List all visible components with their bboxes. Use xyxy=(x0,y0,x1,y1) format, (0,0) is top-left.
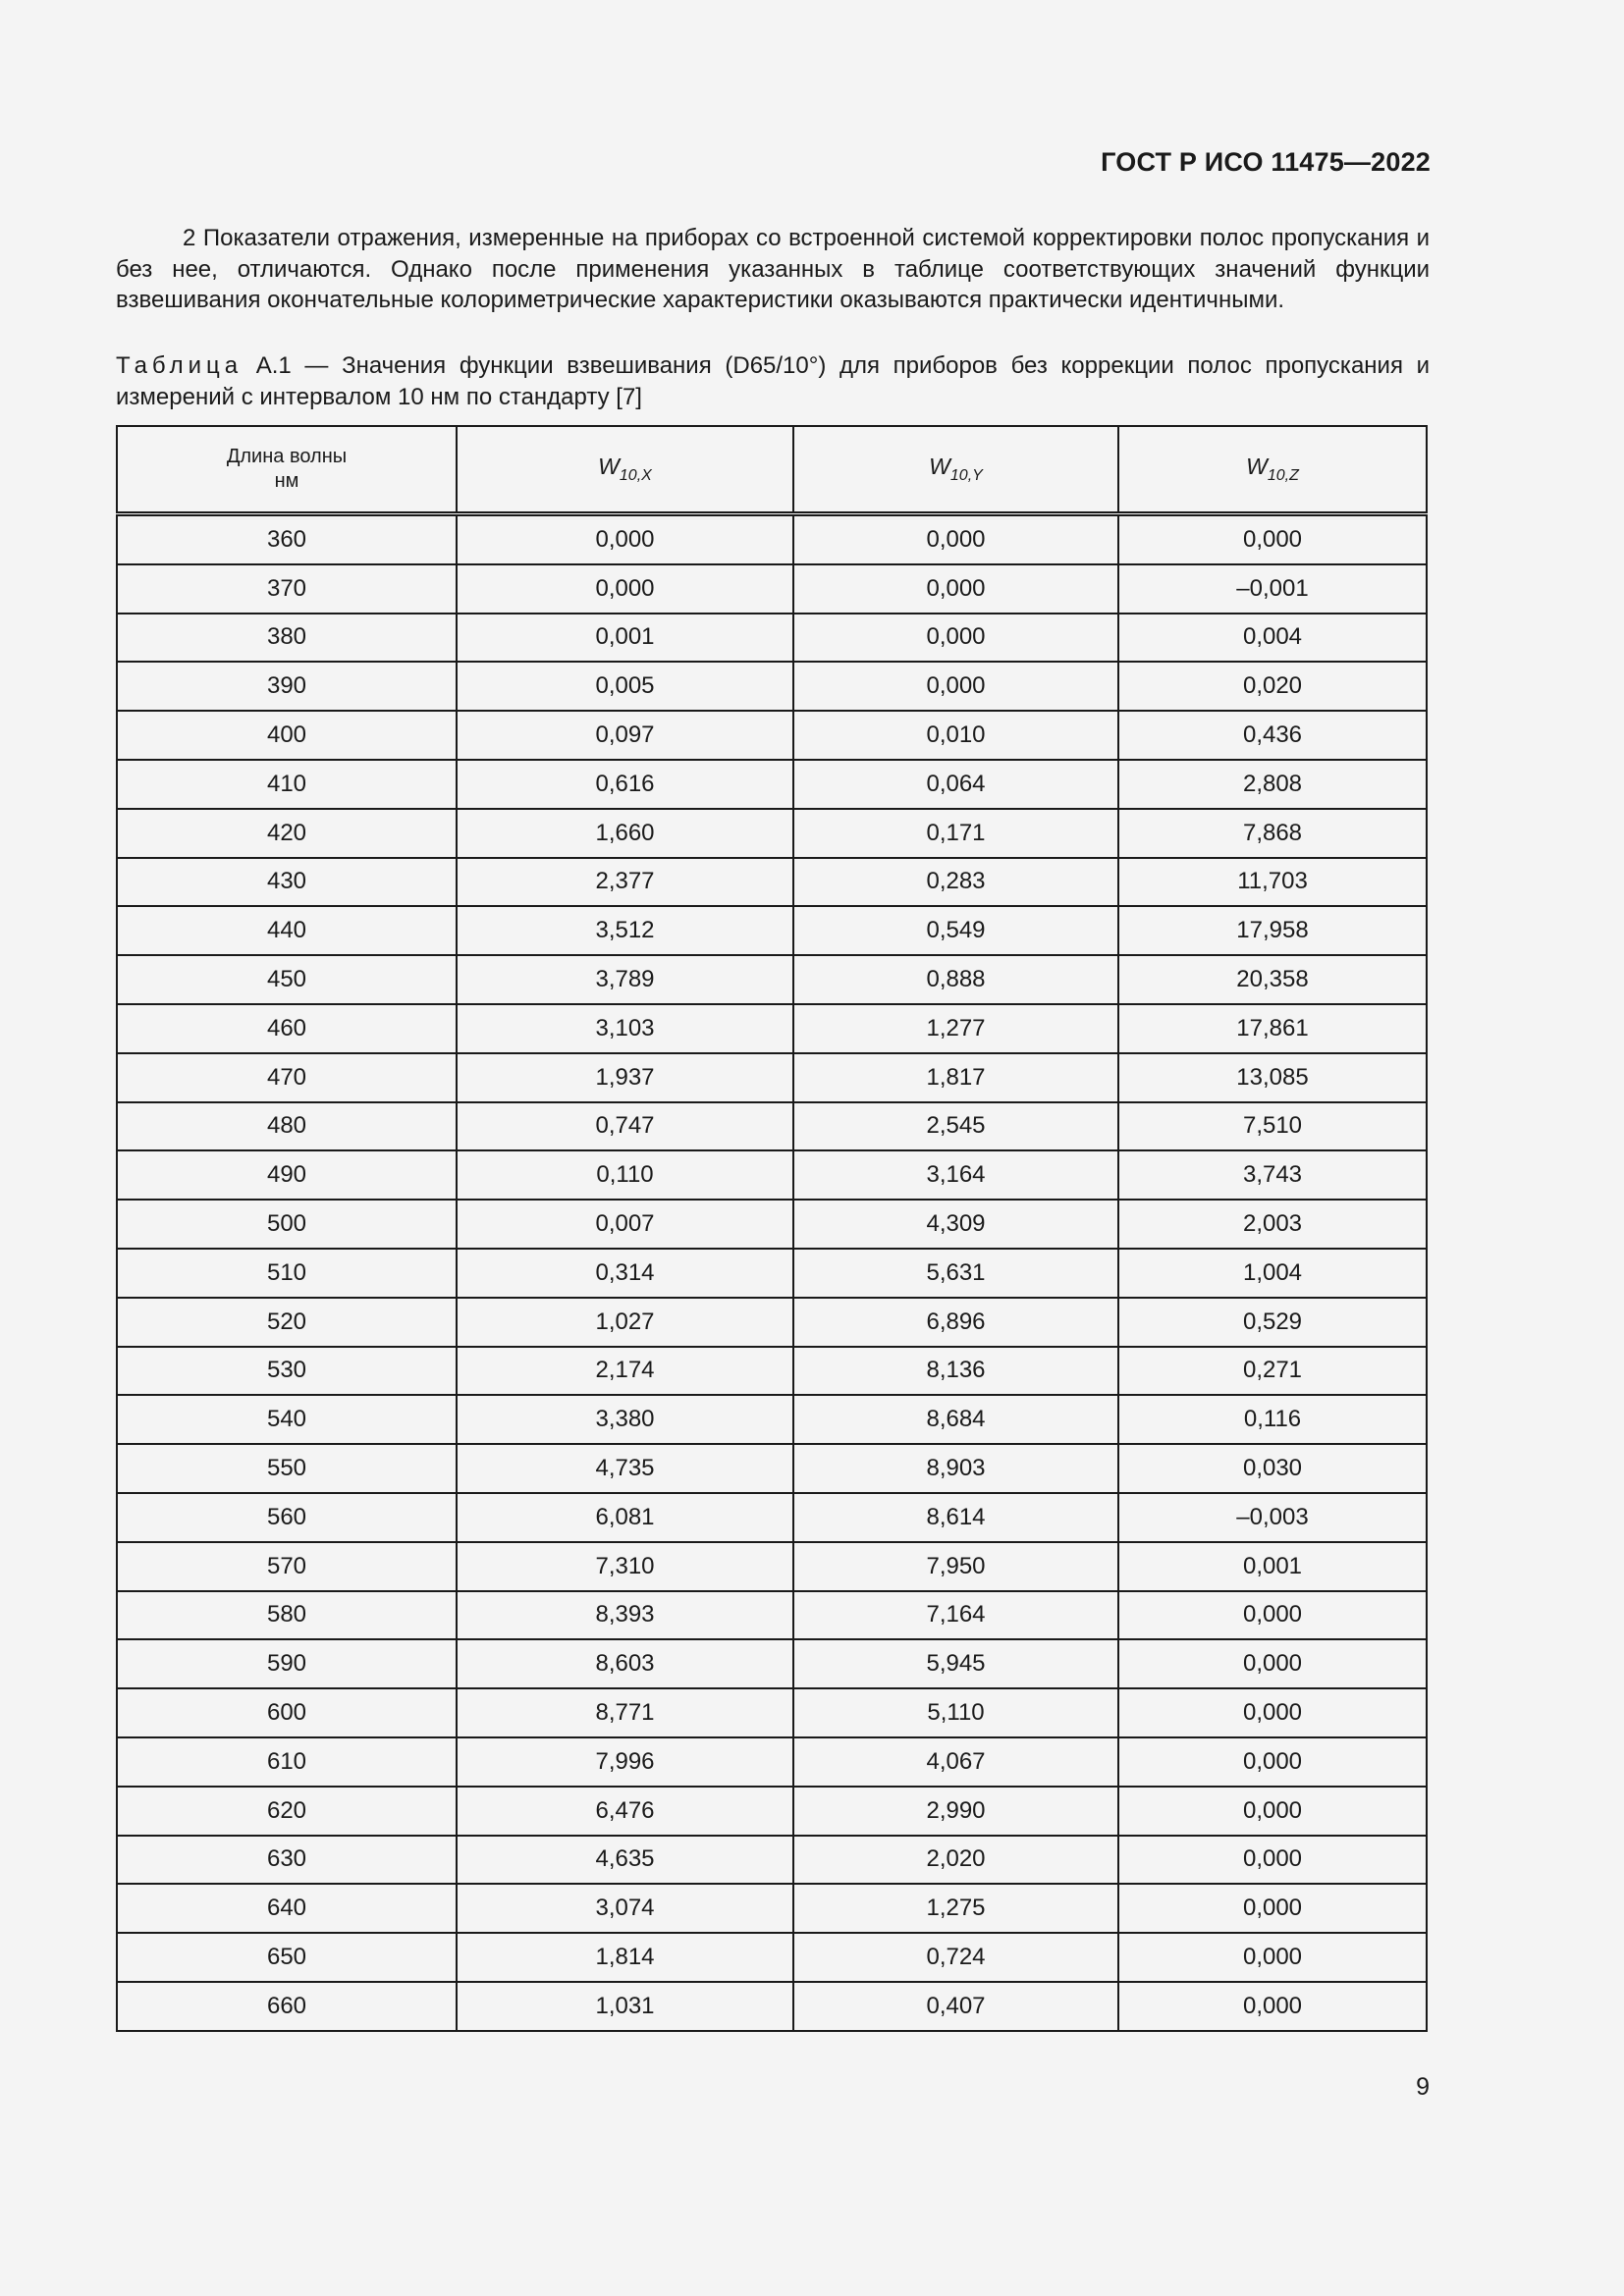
table-row xyxy=(117,906,1427,955)
table-row xyxy=(117,1004,1427,1053)
cell-wavelength: 530 xyxy=(117,1347,457,1396)
cell-w10z: 0,001 xyxy=(1118,1542,1427,1591)
cell-w10z: 0,000 xyxy=(1118,1836,1427,1885)
cell-w10y: 0,549 xyxy=(793,906,1118,955)
table-row xyxy=(117,711,1427,760)
table-row xyxy=(117,1444,1427,1493)
cell-w10x: 1,031 xyxy=(457,1982,793,2031)
cell-w10y: 1,275 xyxy=(793,1884,1118,1933)
cell-w10z: 7,510 xyxy=(1118,1102,1427,1151)
cell-w10z: 0,000 xyxy=(1118,1639,1427,1688)
cell-wavelength: 600 xyxy=(117,1688,457,1737)
table-row xyxy=(117,1102,1427,1151)
cell-w10x: 4,735 xyxy=(457,1444,793,1493)
cell-w10y: 1,277 xyxy=(793,1004,1118,1053)
table-caption-label: Таблица xyxy=(116,352,244,379)
cell-w10z: 0,271 xyxy=(1118,1347,1427,1396)
cell-w10x: 3,074 xyxy=(457,1884,793,1933)
cell-wavelength: 400 xyxy=(117,711,457,760)
cell-w10y: 7,950 xyxy=(793,1542,1118,1591)
cell-w10x: 0,110 xyxy=(457,1150,793,1200)
cell-wavelength: 640 xyxy=(117,1884,457,1933)
cell-w10y: 0,000 xyxy=(793,514,1118,564)
cell-w10x: 1,814 xyxy=(457,1933,793,1982)
cell-w10z: 1,004 xyxy=(1118,1249,1427,1298)
cell-w10y: 8,136 xyxy=(793,1347,1118,1396)
cell-wavelength: 430 xyxy=(117,858,457,907)
cell-w10z: 20,358 xyxy=(1118,955,1427,1004)
page-number: 9 xyxy=(1416,2073,1430,2101)
table-row xyxy=(117,955,1427,1004)
cell-w10y: 6,896 xyxy=(793,1298,1118,1347)
cell-w10x: 6,476 xyxy=(457,1787,793,1836)
cell-w10x: 3,789 xyxy=(457,955,793,1004)
column-header-wavelength xyxy=(117,426,457,514)
cell-wavelength: 610 xyxy=(117,1737,457,1787)
cell-wavelength: 570 xyxy=(117,1542,457,1591)
cell-w10x: 0,007 xyxy=(457,1200,793,1249)
cell-w10y: 0,283 xyxy=(793,858,1118,907)
cell-w10x: 2,174 xyxy=(457,1347,793,1396)
cell-w10y: 7,164 xyxy=(793,1591,1118,1640)
table-caption xyxy=(116,350,1430,412)
cell-w10x: 7,996 xyxy=(457,1737,793,1787)
cell-wavelength: 420 xyxy=(117,809,457,858)
cell-wavelength: 510 xyxy=(117,1249,457,1298)
cell-w10z: 0,030 xyxy=(1118,1444,1427,1493)
cell-w10z: 2,003 xyxy=(1118,1200,1427,1249)
cell-wavelength: 490 xyxy=(117,1150,457,1200)
cell-wavelength: 590 xyxy=(117,1639,457,1688)
cell-wavelength: 650 xyxy=(117,1933,457,1982)
cell-w10y: 3,164 xyxy=(793,1150,1118,1200)
cell-w10z: –0,001 xyxy=(1118,564,1427,614)
cell-wavelength: 540 xyxy=(117,1395,457,1444)
cell-w10x: 8,603 xyxy=(457,1639,793,1688)
cell-w10z: 17,861 xyxy=(1118,1004,1427,1053)
table-row xyxy=(117,1688,1427,1737)
cell-wavelength: 550 xyxy=(117,1444,457,1493)
cell-w10z: 0,436 xyxy=(1118,711,1427,760)
cell-w10y: 2,990 xyxy=(793,1787,1118,1836)
cell-w10z: 0,529 xyxy=(1118,1298,1427,1347)
cell-w10z: 0,020 xyxy=(1118,662,1427,711)
cell-wavelength: 480 xyxy=(117,1102,457,1151)
cell-w10z: 11,703 xyxy=(1118,858,1427,907)
column-header-w10y xyxy=(793,426,1118,514)
cell-w10x: 0,097 xyxy=(457,711,793,760)
w10x-symbol: $W_{10,X}$ xyxy=(598,454,652,484)
cell-w10z: 0,000 xyxy=(1118,1884,1427,1933)
table-row xyxy=(117,760,1427,809)
cell-w10x: 3,103 xyxy=(457,1004,793,1053)
table-row xyxy=(117,1737,1427,1787)
table-row xyxy=(117,1249,1427,1298)
cell-w10y: 5,110 xyxy=(793,1688,1118,1737)
cell-w10z: 7,868 xyxy=(1118,809,1427,858)
cell-w10z: 0,000 xyxy=(1118,1787,1427,1836)
cell-w10x: 8,771 xyxy=(457,1688,793,1737)
table-row xyxy=(117,1933,1427,1982)
cell-wavelength: 660 xyxy=(117,1982,457,2031)
table-row xyxy=(117,809,1427,858)
cell-w10x: 0,314 xyxy=(457,1249,793,1298)
wavelength-header-line2: нм xyxy=(274,470,299,492)
table-row xyxy=(117,1298,1427,1347)
cell-wavelength: 520 xyxy=(117,1298,457,1347)
cell-w10y: 1,817 xyxy=(793,1053,1118,1102)
cell-w10z: 3,743 xyxy=(1118,1150,1427,1200)
document-designation: ГОСТ Р ИСО 11475—2022 xyxy=(1101,147,1431,177)
cell-w10y: 8,614 xyxy=(793,1493,1118,1542)
cell-wavelength: 560 xyxy=(117,1493,457,1542)
cell-w10x: 0,005 xyxy=(457,662,793,711)
cell-w10y: 8,684 xyxy=(793,1395,1118,1444)
cell-w10x: 0,616 xyxy=(457,760,793,809)
cell-wavelength: 460 xyxy=(117,1004,457,1053)
cell-wavelength: 390 xyxy=(117,662,457,711)
table-row xyxy=(117,1836,1427,1885)
cell-w10z: 17,958 xyxy=(1118,906,1427,955)
cell-wavelength: 580 xyxy=(117,1591,457,1640)
wavelength-header-line1: Длина волны xyxy=(226,446,348,467)
table-row xyxy=(117,1542,1427,1591)
table-row xyxy=(117,1639,1427,1688)
cell-wavelength: 380 xyxy=(117,614,457,663)
cell-wavelength: 360 xyxy=(117,514,457,564)
cell-w10x: 7,310 xyxy=(457,1542,793,1591)
table-header-row xyxy=(117,426,1427,514)
w10z-symbol: $W_{10,Z}$ xyxy=(1246,454,1299,484)
cell-w10z: 0,000 xyxy=(1118,1688,1427,1737)
cell-w10x: 0,747 xyxy=(457,1102,793,1151)
cell-w10x: 8,393 xyxy=(457,1591,793,1640)
weighting-function-table xyxy=(116,425,1428,2032)
cell-w10y: 0,171 xyxy=(793,809,1118,858)
table-row xyxy=(117,662,1427,711)
table-row xyxy=(117,614,1427,663)
cell-wavelength: 450 xyxy=(117,955,457,1004)
cell-w10y: 8,903 xyxy=(793,1444,1118,1493)
cell-w10x: 4,635 xyxy=(457,1836,793,1885)
table-row xyxy=(117,1982,1427,2031)
cell-wavelength: 620 xyxy=(117,1787,457,1836)
note-text: Показатели отражения, измеренные на приборах со встроенной системой корректировки полос пропускания и без нее, отличаются. Однако после применения указанных в таблице соответствующих значений функции взвешивания окончательные колориметрические характеристики оказываются практически идентичными. xyxy=(116,225,1431,313)
cell-w10x: 3,512 xyxy=(457,906,793,955)
cell-w10z: 0,000 xyxy=(1118,1737,1427,1787)
cell-w10z: 13,085 xyxy=(1118,1053,1427,1102)
cell-wavelength: 370 xyxy=(117,564,457,614)
cell-w10x: 3,380 xyxy=(457,1395,793,1444)
table-row xyxy=(117,1884,1427,1933)
cell-w10y: 2,020 xyxy=(793,1836,1118,1885)
table-row xyxy=(117,1787,1427,1836)
note-paragraph xyxy=(116,223,1430,316)
table-row xyxy=(117,564,1427,614)
cell-w10y: 0,000 xyxy=(793,564,1118,614)
cell-w10y: 0,000 xyxy=(793,614,1118,663)
cell-w10y: 0,000 xyxy=(793,662,1118,711)
table-row xyxy=(117,1200,1427,1249)
table-row xyxy=(117,1591,1427,1640)
cell-w10x: 1,660 xyxy=(457,809,793,858)
cell-w10x: 6,081 xyxy=(457,1493,793,1542)
cell-wavelength: 500 xyxy=(117,1200,457,1249)
cell-w10y: 0,407 xyxy=(793,1982,1118,2031)
table-row xyxy=(117,1053,1427,1102)
cell-w10y: 4,309 xyxy=(793,1200,1118,1249)
cell-w10z: 0,000 xyxy=(1118,1591,1427,1640)
cell-w10y: 0,888 xyxy=(793,955,1118,1004)
cell-w10x: 1,937 xyxy=(457,1053,793,1102)
cell-wavelength: 440 xyxy=(117,906,457,955)
cell-w10y: 5,945 xyxy=(793,1639,1118,1688)
table-row xyxy=(117,1150,1427,1200)
cell-w10y: 0,064 xyxy=(793,760,1118,809)
table-row xyxy=(117,1347,1427,1396)
cell-w10z: 0,000 xyxy=(1118,1982,1427,2031)
cell-w10z: 0,116 xyxy=(1118,1395,1427,1444)
cell-w10x: 0,001 xyxy=(457,614,793,663)
table-row xyxy=(117,1395,1427,1444)
note-number: 2 xyxy=(183,225,196,251)
cell-w10z: –0,003 xyxy=(1118,1493,1427,1542)
cell-wavelength: 470 xyxy=(117,1053,457,1102)
table-row xyxy=(117,1493,1427,1542)
cell-w10x: 0,000 xyxy=(457,514,793,564)
cell-w10x: 1,027 xyxy=(457,1298,793,1347)
cell-w10y: 0,724 xyxy=(793,1933,1118,1982)
table-row xyxy=(117,514,1427,564)
column-header-w10z xyxy=(1118,426,1427,514)
column-header-w10x xyxy=(457,426,793,514)
cell-w10z: 0,000 xyxy=(1118,514,1427,564)
cell-wavelength: 410 xyxy=(117,760,457,809)
cell-w10y: 4,067 xyxy=(793,1737,1118,1787)
cell-w10z: 2,808 xyxy=(1118,760,1427,809)
cell-w10y: 2,545 xyxy=(793,1102,1118,1151)
cell-w10z: 0,004 xyxy=(1118,614,1427,663)
cell-w10x: 2,377 xyxy=(457,858,793,907)
table-row xyxy=(117,858,1427,907)
w10y-symbol: $W_{10,Y}$ xyxy=(929,454,983,484)
cell-w10z: 0,000 xyxy=(1118,1933,1427,1982)
cell-wavelength: 630 xyxy=(117,1836,457,1885)
cell-w10y: 5,631 xyxy=(793,1249,1118,1298)
table-body xyxy=(117,514,1427,2031)
table-caption-text: А.1 — Значения функции взвешивания (D65/10°) для приборов без коррекции полос пропускания и измерений с интервалом 10 нм по стандарту [7] xyxy=(116,352,1430,410)
cell-w10y: 0,010 xyxy=(793,711,1118,760)
cell-w10x: 0,000 xyxy=(457,564,793,614)
